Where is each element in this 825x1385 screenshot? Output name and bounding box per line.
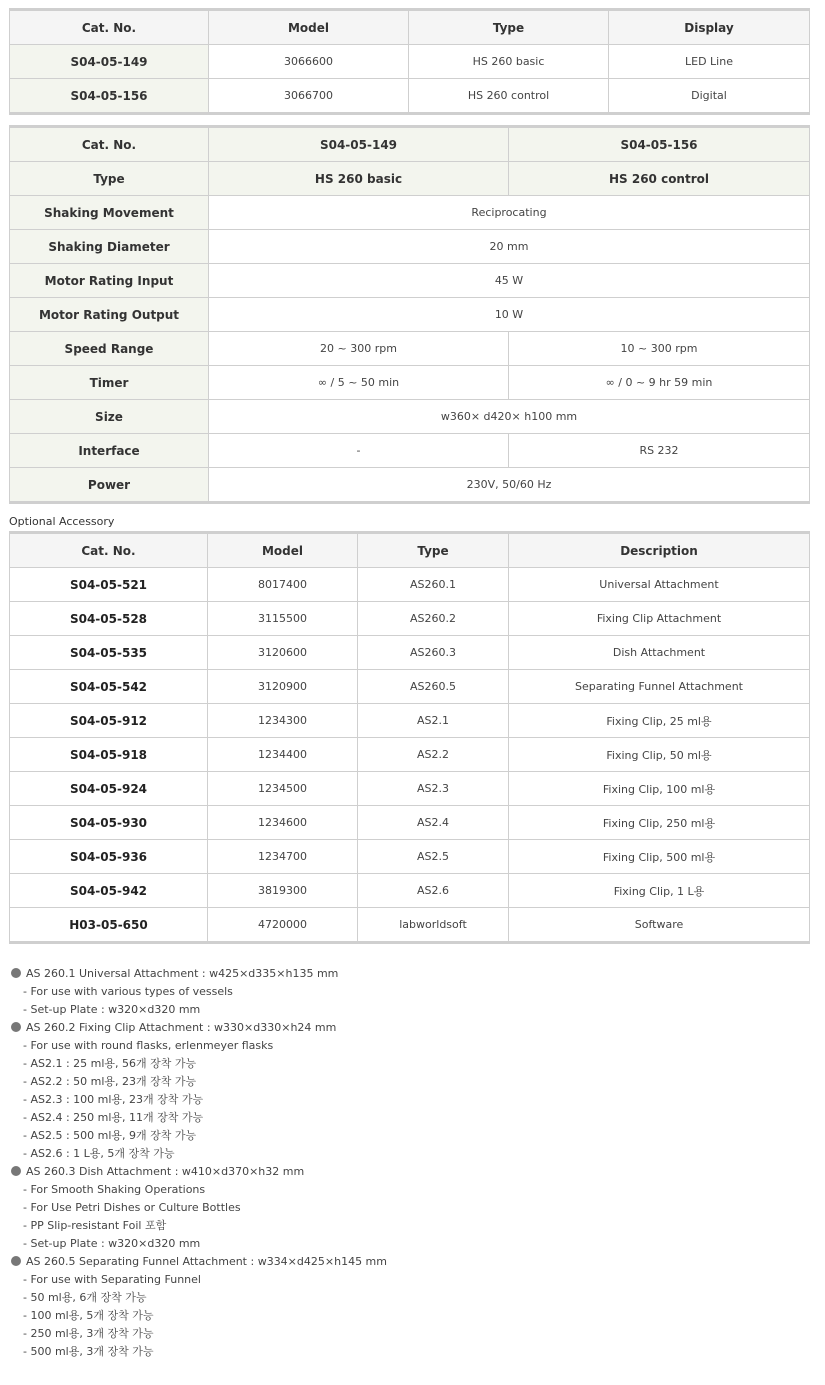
type-cell: AS2.2 [358, 738, 509, 772]
spec-row-timer [10, 366, 810, 400]
note-item: - AS2.1 : 25 ml용, 56개 장착 가능 [23, 1057, 197, 1070]
spec-value: w360× d420× h100 mm [209, 400, 810, 434]
model-cell: 3819300 [208, 874, 358, 908]
display-cell: LED Line [609, 45, 810, 79]
display-cell: Digital [609, 79, 810, 114]
note-item: - Set-up Plate : w320×d320 mm [23, 1003, 201, 1016]
header-type: Type [358, 533, 509, 568]
spec-value: 230V, 50/60 Hz [209, 468, 810, 503]
spec-row-interface [10, 434, 810, 468]
note-title [9, 1163, 809, 1181]
model-cell: 1234300 [208, 704, 358, 738]
description-cell: Fixing Clip, 50 ml용 [509, 738, 810, 772]
spec-value-control: ∞ / 0 ~ 9 hr 59 min [509, 366, 810, 400]
table-header-row [10, 533, 810, 568]
type-cell: AS260.3 [358, 636, 509, 670]
spec-label: Shaking Diameter [10, 230, 209, 264]
description-cell: Fixing Clip, 100 ml용 [509, 772, 810, 806]
spec-row-power [10, 468, 810, 503]
table-row [10, 908, 810, 943]
spec-type-control: HS 260 control [509, 162, 810, 196]
spec-label: Size [10, 400, 209, 434]
model-cell: 8017400 [208, 568, 358, 602]
spec-label: Motor Rating Input [10, 264, 209, 298]
note-item: - For use with various types of vessels [23, 985, 233, 998]
type-cell: AS2.6 [358, 874, 509, 908]
header-description: Description [509, 533, 810, 568]
spec-row-motor-output [10, 298, 810, 332]
accessory-table [9, 531, 810, 944]
spec-cat-basic: S04-05-149 [209, 127, 509, 162]
table-row [10, 874, 810, 908]
spec-label: Speed Range [10, 332, 209, 366]
model-cell: 1234500 [208, 772, 358, 806]
bullet-icon [11, 1022, 21, 1032]
description-cell: Fixing Clip Attachment [509, 602, 810, 636]
spec-label: Interface [10, 434, 209, 468]
note-item: - 100 ml용, 5개 장착 가능 [23, 1309, 154, 1322]
cat-no-cell: S04-05-528 [10, 602, 208, 636]
note-item: - PP Slip-resistant Foil 포함 [23, 1219, 167, 1232]
spec-cat-control: S04-05-156 [509, 127, 810, 162]
description-cell: Fixing Clip, 500 ml용 [509, 840, 810, 874]
cat-no-cell: S04-05-542 [10, 670, 208, 704]
type-cell: AS2.3 [358, 772, 509, 806]
spec-row-type [10, 162, 810, 196]
spec-row-shaking-movement [10, 196, 810, 230]
spec-value: 45 W [209, 264, 810, 298]
spec-value: 10 W [209, 298, 810, 332]
type-cell: AS2.5 [358, 840, 509, 874]
note-item: - AS2.5 : 500 ml용, 9개 장착 가능 [23, 1129, 197, 1142]
spec-row-size [10, 400, 810, 434]
type-cell: HS 260 control [409, 79, 609, 114]
spec-label: Timer [10, 366, 209, 400]
description-cell: Software [509, 908, 810, 943]
header-model: Model [208, 533, 358, 568]
table-row [10, 568, 810, 602]
model-cell: 3120600 [208, 636, 358, 670]
spec-row-cat-no [10, 127, 810, 162]
spec-type-basic: HS 260 basic [209, 162, 509, 196]
note-item: - For use with Separating Funnel [23, 1273, 201, 1286]
description-cell: Separating Funnel Attachment [509, 670, 810, 704]
note-item: - 50 ml용, 6개 장착 가능 [23, 1291, 147, 1304]
accessory-caption: Optional Accessory [9, 515, 115, 528]
note-item: - 250 ml용, 3개 장착 가능 [23, 1327, 154, 1340]
cat-no-cell: H03-05-650 [10, 908, 208, 943]
bullet-icon [11, 1256, 21, 1266]
model-cell: 4720000 [208, 908, 358, 943]
spec-row-shaking-diameter [10, 230, 810, 264]
table-row [10, 45, 810, 79]
cat-no-cell: S04-05-156 [10, 79, 209, 114]
model-cell: 1234400 [208, 738, 358, 772]
note-item: - AS2.3 : 100 ml용, 23개 장착 가능 [23, 1093, 204, 1106]
bullet-icon [11, 968, 21, 978]
header-cat-no: Cat. No. [10, 10, 209, 45]
cat-no-cell: S04-05-912 [10, 704, 208, 738]
table-row [10, 772, 810, 806]
bullet-icon [11, 1166, 21, 1176]
spec-row-speed-range [10, 332, 810, 366]
note-title-text: AS 260.3 Dish Attachment : w410×d370×h32 mm [26, 1165, 305, 1178]
cat-no-cell: S04-05-521 [10, 568, 208, 602]
table-row [10, 602, 810, 636]
note-title [9, 1019, 809, 1037]
description-cell: Universal Attachment [509, 568, 810, 602]
spec-value-control: 10 ~ 300 rpm [509, 332, 810, 366]
spec-row-motor-input [10, 264, 810, 298]
model-cell: 1234700 [208, 840, 358, 874]
note-item: - AS2.2 : 50 ml용, 23개 장착 가능 [23, 1075, 197, 1088]
note-title-text: AS 260.2 Fixing Clip Attachment : w330×d330×h24 mm [26, 1021, 337, 1034]
cat-no-cell: S04-05-535 [10, 636, 208, 670]
description-cell: Fixing Clip, 25 ml용 [509, 704, 810, 738]
model-cell: 3120900 [208, 670, 358, 704]
cat-no-cell: S04-05-149 [10, 45, 209, 79]
note-title [9, 965, 809, 983]
type-cell: AS260.2 [358, 602, 509, 636]
header-display: Display [609, 10, 810, 45]
spec-value-basic: - [209, 434, 509, 468]
table-row [10, 840, 810, 874]
type-cell: AS2.1 [358, 704, 509, 738]
table-header-row [10, 10, 810, 45]
cat-no-cell: S04-05-918 [10, 738, 208, 772]
table-row [10, 670, 810, 704]
cat-no-cell: S04-05-936 [10, 840, 208, 874]
cat-no-cell: S04-05-942 [10, 874, 208, 908]
spec-value: 20 mm [209, 230, 810, 264]
table-row [10, 636, 810, 670]
table-row [10, 79, 810, 114]
header-cat-no: Cat. No. [10, 533, 208, 568]
type-cell: AS2.4 [358, 806, 509, 840]
table-row [10, 704, 810, 738]
note-item: - Set-up Plate : w320×d320 mm [23, 1237, 201, 1250]
header-model: Model [209, 10, 409, 45]
type-cell: AS260.1 [358, 568, 509, 602]
spec-label: Cat. No. [10, 127, 209, 162]
spec-value: Reciprocating [209, 196, 810, 230]
table-row [10, 806, 810, 840]
note-item: - For use with round flasks, erlenmeyer flasks [23, 1039, 274, 1052]
type-cell: AS260.5 [358, 670, 509, 704]
note-title [9, 1253, 809, 1271]
spec-label: Shaking Movement [10, 196, 209, 230]
cat-no-cell: S04-05-930 [10, 806, 208, 840]
spec-label: Motor Rating Output [10, 298, 209, 332]
note-item: - For Use Petri Dishes or Culture Bottles [23, 1201, 241, 1214]
spec-table [9, 125, 810, 504]
accessory-notes [9, 965, 809, 1361]
type-cell: HS 260 basic [409, 45, 609, 79]
models-table [9, 8, 810, 115]
model-cell: 3066700 [209, 79, 409, 114]
note-item: - 500 ml용, 3개 장착 가능 [23, 1345, 154, 1358]
spec-value-basic: ∞ / 5 ~ 50 min [209, 366, 509, 400]
model-cell: 1234600 [208, 806, 358, 840]
spec-label: Type [10, 162, 209, 196]
header-type: Type [409, 10, 609, 45]
description-cell: Fixing Clip, 1 L용 [509, 874, 810, 908]
spec-value-basic: 20 ~ 300 rpm [209, 332, 509, 366]
model-cell: 3066600 [209, 45, 409, 79]
spec-value-control: RS 232 [509, 434, 810, 468]
table-row [10, 738, 810, 772]
note-item: - For Smooth Shaking Operations [23, 1183, 206, 1196]
note-item: - AS2.4 : 250 ml용, 11개 장착 가능 [23, 1111, 204, 1124]
description-cell: Dish Attachment [509, 636, 810, 670]
cat-no-cell: S04-05-924 [10, 772, 208, 806]
description-cell: Fixing Clip, 250 ml용 [509, 806, 810, 840]
note-item: - AS2.6 : 1 L용, 5개 장착 가능 [23, 1147, 175, 1160]
note-title-text: AS 260.1 Universal Attachment : w425×d335×h135 mm [26, 967, 339, 980]
note-title-text: AS 260.5 Separating Funnel Attachment : w334×d425×h145 mm [26, 1255, 387, 1268]
model-cell: 3115500 [208, 602, 358, 636]
spec-label: Power [10, 468, 209, 503]
type-cell: labworldsoft [358, 908, 509, 943]
